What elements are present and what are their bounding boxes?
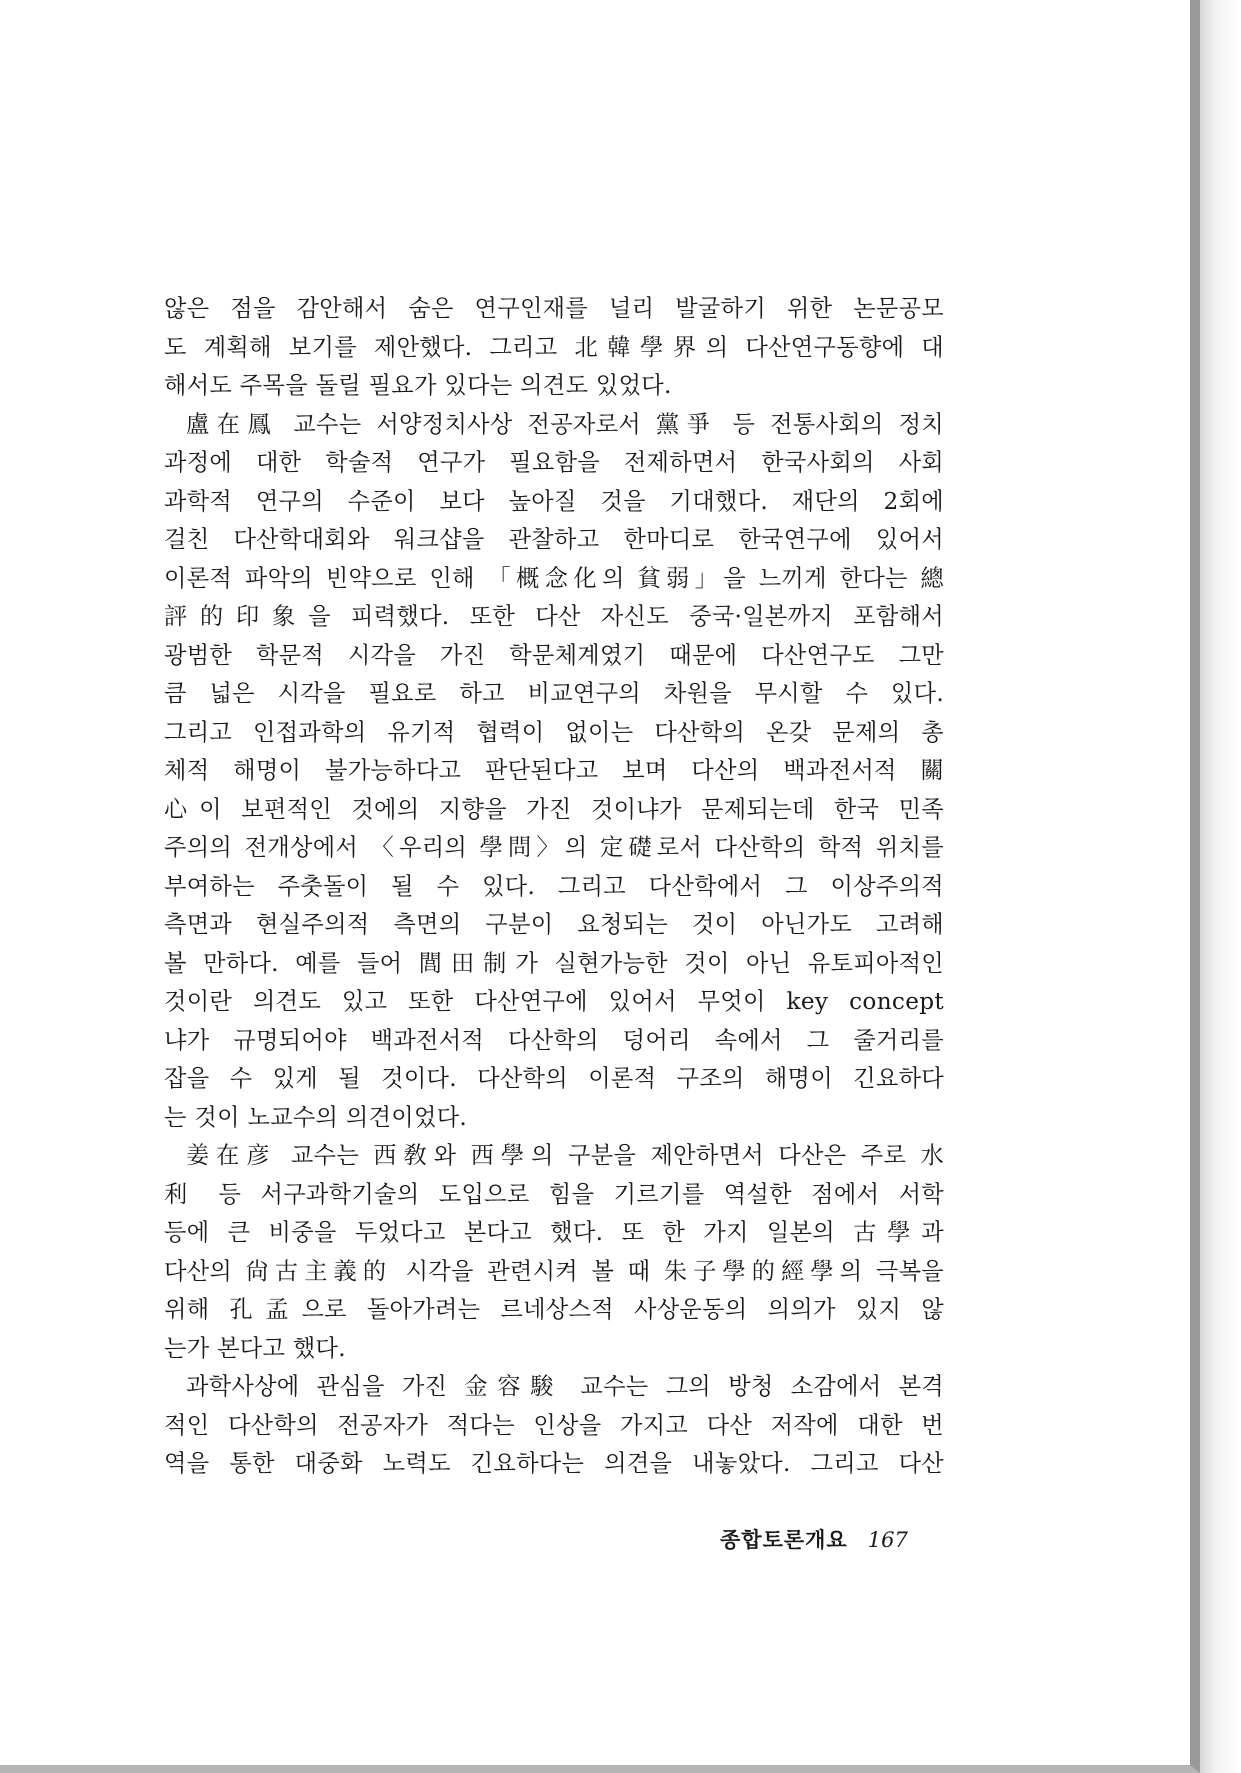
text-line: 는 것이 노교수의 의견이었다. (164, 1103, 468, 1131)
text-line: 적인 다산학의 전공자가 적다는 인상을 가지고 다산 저작에 대한 번 (164, 1411, 944, 1439)
text-line: 그리고 인접과학의 유기적 협력이 없이는 다산학의 온갖 문제의 총 (164, 718, 944, 746)
text-line: 위해 孔孟으로 돌아가려는 르네상스적 사상운동의 의의가 있지 않 (164, 1296, 944, 1323)
page-edge-shadow (1200, 0, 1241, 1773)
text-line: 는가 본다고 했다. (164, 1334, 346, 1362)
text-line: 도 계획해 보기를 제안했다. 그리고 北韓學界의 다산연구동향에 대 (164, 333, 944, 361)
text-line: 것이란 의견도 있고 또한 다산연구에 있어서 무엇이 key concept (164, 988, 944, 1015)
text-line: 주의의 전개상에서 〈우리의 學問〉의 定礎로서 다산학의 학적 위치를 (164, 834, 944, 861)
text-line: 광범한 학문적 시각을 가진 학문체계였기 때문에 다산연구도 그만 (164, 641, 944, 669)
text-line: 해서도 주목을 돌릴 필요가 있다는 의견도 있었다. (164, 372, 672, 399)
text-line: 과학사상에 관심을 가진 金容駿 교수는 그의 방청 소감에서 본격 (186, 1373, 944, 1400)
page-number: 167 (867, 1528, 908, 1552)
text-line: 큼 넓은 시각을 필요로 하고 비교연구의 차원을 무시할 수 있다. (164, 680, 944, 707)
text-line: 盧在鳳 교수는 서양정치사상 전공자로서 黨爭 등 전통사회의 정치 (186, 410, 944, 438)
paragraph-2 (164, 406, 944, 1138)
text-line: 등에 큰 비중을 두었다고 본다고 했다. 또 한 가지 일본의 古學과 (164, 1219, 944, 1246)
text-line: 心이 보편적인 것에의 지향을 가진 것이냐가 문제되는데 한국 민족 (164, 795, 944, 823)
text-line: 이론적 파악의 빈약으로 인해 「概念化의 貧弱」을 느끼게 한다는 總 (164, 564, 944, 592)
body-text (164, 290, 944, 1484)
text-line: 부여하는 주춧돌이 될 수 있다. 그리고 다산학에서 그 이상주의적 (164, 872, 944, 900)
text-line: 냐가 규명되어야 백과전서적 다산학의 덩어리 속에서 그 줄거리를 (164, 1026, 944, 1054)
running-title: 종합토론개요 (720, 1527, 848, 1552)
paragraph-4 (164, 1368, 944, 1484)
text-line: 걸친 다산학대회와 워크샵을 관찰하고 한마디로 한국연구에 있어서 (164, 526, 944, 553)
text-line: 姜在彦 교수는 西敎와 西學의 구분을 제안하면서 다산은 주로 水 (186, 1142, 944, 1169)
text-line: 잡을 수 있게 될 것이다. 다산학의 이론적 구조의 해명이 긴요하다 (164, 1065, 944, 1092)
text-line: 評的印象을 피력했다. 또한 다산 자신도 중국·일본까지 포함해서 (164, 603, 944, 630)
text-line: 利 등 서구과학기술의 도입으로 힘을 기르기를 역설한 점에서 서학 (164, 1180, 944, 1208)
page-footer (720, 1524, 934, 1554)
paragraph-3 (164, 1137, 944, 1368)
text-line: 체적 해명이 불가능하다고 판단된다고 보며 다산의 백과전서적 關 (164, 757, 944, 784)
text-line: 않은 점을 감안해서 숨은 연구인재를 널리 발굴하기 위한 논문공모 (164, 295, 944, 322)
text-line: 과정에 대한 학술적 연구가 필요함을 전제하면서 한국사회의 사회 (164, 449, 944, 476)
text-line: 역을 통한 대중화 노력도 긴요하다는 의견을 내놓았다. 그리고 다산 (164, 1450, 944, 1477)
text-line: 다산의 尙古主義的 시각을 관련시켜 볼 때 朱子學的經學의 극복을 (164, 1257, 944, 1285)
paragraph-1 (164, 290, 944, 406)
text-line: 볼 만하다. 예를 들어 閭田制가 실현가능한 것이 아닌 유토피아적인 (164, 949, 944, 977)
text-line: 과학적 연구의 수준이 보다 높아질 것을 기대했다. 재단의 2회에 (164, 487, 944, 515)
text-line: 측면과 현실주의적 측면의 구분이 요청되는 것이 아닌가도 고려해 (164, 911, 944, 938)
